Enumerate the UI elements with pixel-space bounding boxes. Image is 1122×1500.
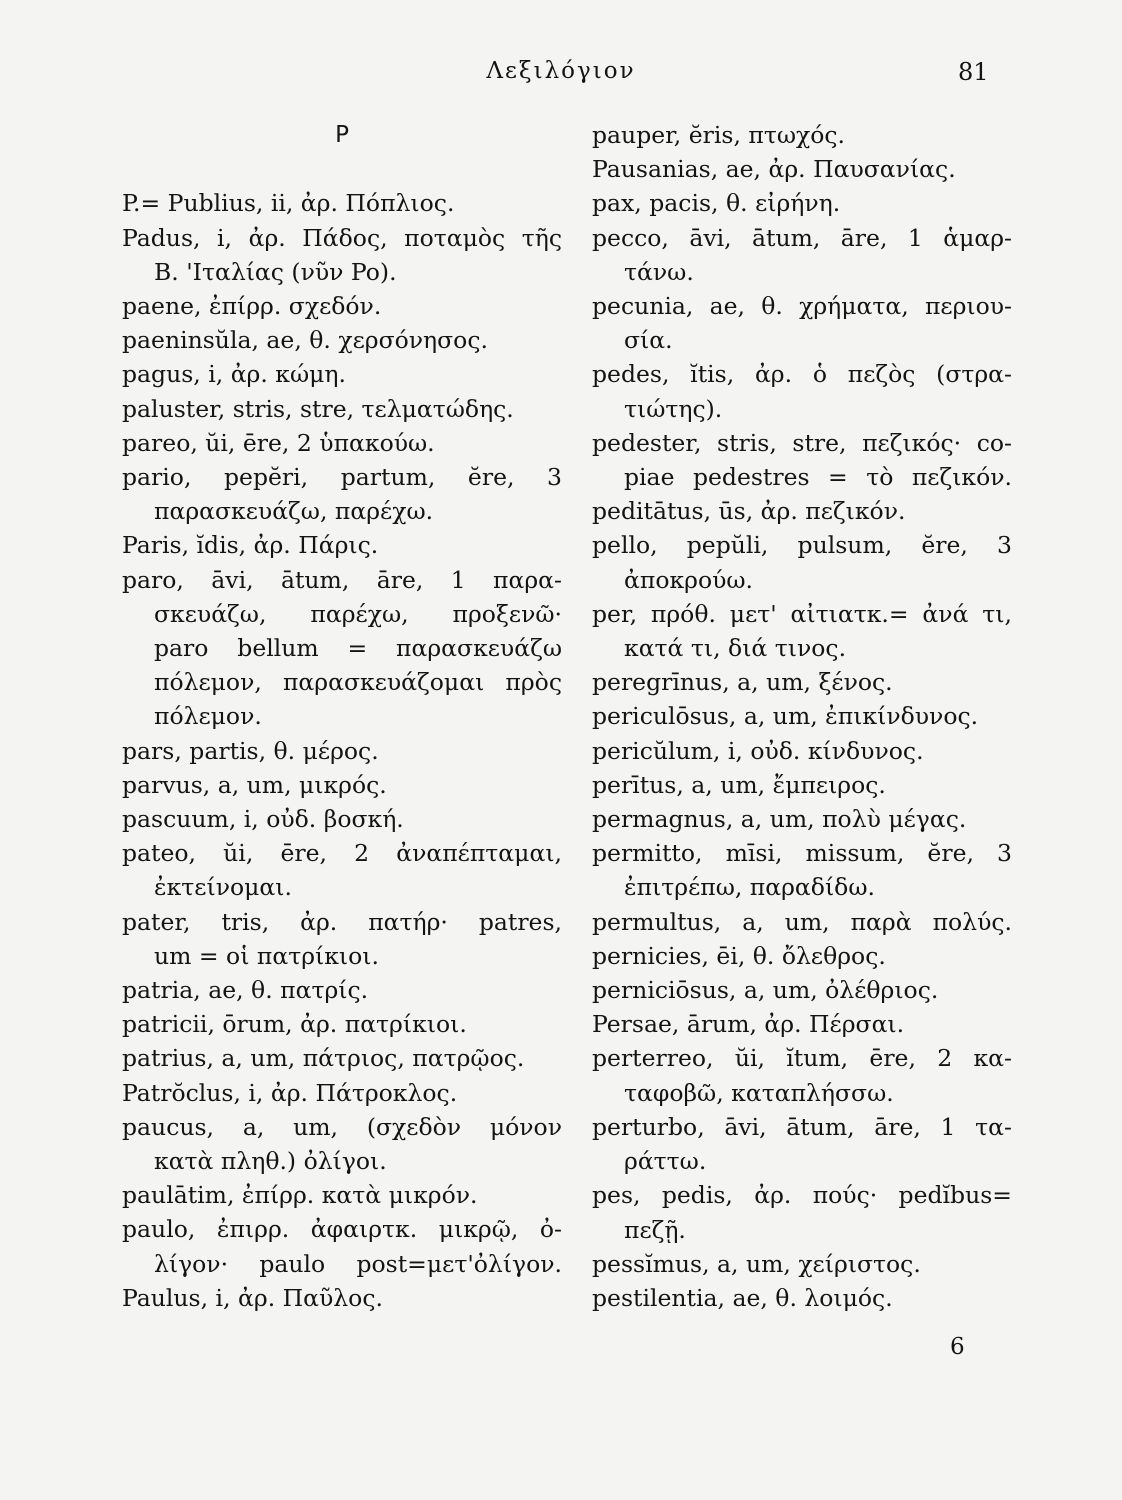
entry-line: λίγον· paulo post=μετ'ὀλίγον.	[154, 1249, 562, 1278]
entry-line: Pausanias, ae, ἀρ. Παυσανίας.	[592, 155, 956, 184]
entry-line: um = οἱ πατρίκιοι.	[154, 941, 379, 970]
entry-line: πόλεμον, παρασκευάζομαι πρὸς	[154, 668, 562, 697]
entry-line: ἐπιτρέπω, παραδίδω.	[624, 873, 875, 902]
entry-line: pagus, i, ἀρ. κώμη.	[122, 360, 346, 389]
entry-line: periculōsus, a, um, ἐπικίνδυνος.	[592, 702, 979, 731]
entry-line: πεζῇ.	[624, 1215, 686, 1244]
entry-line: permagnus, a, um, πολὺ μέγας.	[592, 805, 967, 834]
entry-line: pecco, āvi, ātum, āre, 1 ἁμαρ-	[592, 223, 1012, 252]
entry-line: permitto, mīsi, missum, ĕre, 3	[592, 839, 1012, 868]
entry-line: παρασκευάζω, παρέχω.	[154, 497, 434, 526]
entry-line: pareo, ŭi, ēre, 2 ὑπακούω.	[122, 428, 435, 457]
entry-line: Paulus, i, ἀρ. Παῦλος.	[122, 1283, 383, 1312]
entry-line: pario, pepĕri, partum, ĕre, 3	[122, 463, 562, 491]
entry-line: pater, tris, ἀρ. πατήρ· patres,	[122, 907, 562, 936]
entry-line: Padus, i, ἀρ. Πάδος, ποταμὸς τῆς	[122, 223, 562, 252]
entry-line: τιώτης).	[624, 394, 723, 423]
entry-line: pauper, ĕris, πτωχός.	[592, 121, 846, 149]
entry-line: σκευάζω, παρέχω, προξενῶ·	[154, 599, 562, 628]
entry-line: perītus, a, um, ἔμπειρος.	[592, 770, 886, 799]
spacer	[122, 152, 562, 186]
entry-line: ἀποκρούω.	[624, 565, 754, 594]
page-number: 81	[958, 58, 989, 86]
running-head: Λεξιλόγιον	[486, 58, 636, 84]
entry-line: per, πρόθ. μετ' αἰτιατκ.= ἀνά τι,	[592, 599, 1012, 628]
entry-line: pello, pepŭli, pulsum, ĕre, 3	[592, 531, 1012, 560]
entry-line: pernicies, ēi, θ. ὄλεθρος.	[592, 941, 886, 970]
entry-line: perniciōsus, a, um, ὀλέθριος.	[592, 976, 939, 1005]
entry-line: pateo, ŭi, ēre, 2 ἀναπέπταμαι,	[122, 839, 562, 868]
entry-line: paene, ἐπίρρ. σχεδόν.	[122, 291, 382, 320]
entry-line: P.= Publius, ii, ἀρ. Πόπλιος.	[122, 189, 455, 218]
entry-line: pars, partis, θ. μέρος.	[122, 736, 379, 765]
signature-mark: 6	[950, 1334, 965, 1360]
entry-line: paeninsŭla, ae, θ. χερσόνησος.	[122, 326, 488, 355]
entry-line: peditātus, ūs, ἀρ. πεζικόν.	[592, 497, 906, 526]
section-letter: P	[335, 122, 349, 148]
entry-line: σία.	[624, 326, 673, 355]
right-column	[592, 118, 1012, 1315]
entry-line: pes, pedis, ἀρ. πούς· pedĭbus=	[592, 1181, 1012, 1210]
entry-line: κατά τι, διά τινος.	[624, 634, 847, 663]
entry-line: patria, ae, θ. πατρίς.	[122, 976, 369, 1005]
entry-line: pascuum, i, οὐδ. βοσκή.	[122, 805, 404, 834]
entry-line: paucus, a, um, (σχεδὸν μόνον	[122, 1112, 562, 1141]
entry-line: pessĭmus, a, um, χείριστος.	[592, 1249, 921, 1278]
entry-line: piae pedestres = τὸ πεζικόν.	[624, 463, 1012, 492]
entry-line: pax, pacis, θ. εἰρήνη.	[592, 189, 841, 218]
entry-line: pedes, ĭtis, ἀρ. ὁ πεζὸς (στρα-	[592, 360, 1012, 389]
entry-line: πόλεμον.	[154, 702, 262, 731]
entry-line: paulo, ἐπιρρ. ἀφαιρτκ. μικρῷ, ὀ-	[122, 1215, 562, 1244]
entry-line: peregrīnus, a, um, ξένος.	[592, 668, 893, 697]
entry-line: Persae, ārum, ἀρ. Πέρσαι.	[592, 1010, 905, 1039]
entry-line: pecunia, ae, θ. χρήματα, περιου-	[592, 292, 1012, 321]
entry-line: perturbo, āvi, ātum, āre, 1 τα-	[592, 1112, 1012, 1141]
entry-line: parvus, a, um, μικρός.	[122, 770, 387, 799]
entry-line: perterreo, ŭi, ĭtum, ēre, 2 κα-	[592, 1044, 1012, 1073]
entry-line: ἐκτείνομαι.	[154, 873, 292, 902]
entry-line: ταφοβῶ, καταπλήσσω.	[624, 1078, 894, 1107]
entry-line: paro bellum = παρασκευάζω	[154, 634, 562, 663]
entry-line: pericŭlum, i, οὐδ. κίνδυνος.	[592, 736, 924, 765]
entry-line: ράττω.	[624, 1147, 707, 1176]
entry-line: τάνω.	[624, 257, 694, 286]
entry-line: Patrŏclus, i, ἀρ. Πάτροκλος.	[122, 1078, 458, 1107]
entry-line: Paris, ĭdis, ἀρ. Πάρις.	[122, 531, 379, 560]
entry-line: pedester, stris, stre, πεζικός· co-	[592, 428, 1012, 457]
entry-line: patricii, ōrum, ἀρ. πατρίκιοι.	[122, 1010, 467, 1039]
entry-line: permultus, a, um, παρὰ πολύς.	[592, 907, 1012, 936]
entry-line: paulātim, ἐπίρρ. κατὰ μικρόν.	[122, 1181, 478, 1210]
entry-line: paro, āvi, ātum, āre, 1 παρα-	[122, 565, 562, 594]
entry-line: B. 'Ιταλίας (νῦν Po).	[154, 257, 397, 286]
left-column	[122, 118, 562, 1315]
entry-line: patrius, a, um, πάτριος, πατρῷος.	[122, 1044, 525, 1073]
entry-line: paluster, stris, stre, τελματώδης.	[122, 394, 514, 423]
entry-line: κατὰ πληθ.) ὀλίγοι.	[154, 1147, 387, 1176]
entry-line: pestilentia, ae, θ. λοιμός.	[592, 1283, 893, 1312]
